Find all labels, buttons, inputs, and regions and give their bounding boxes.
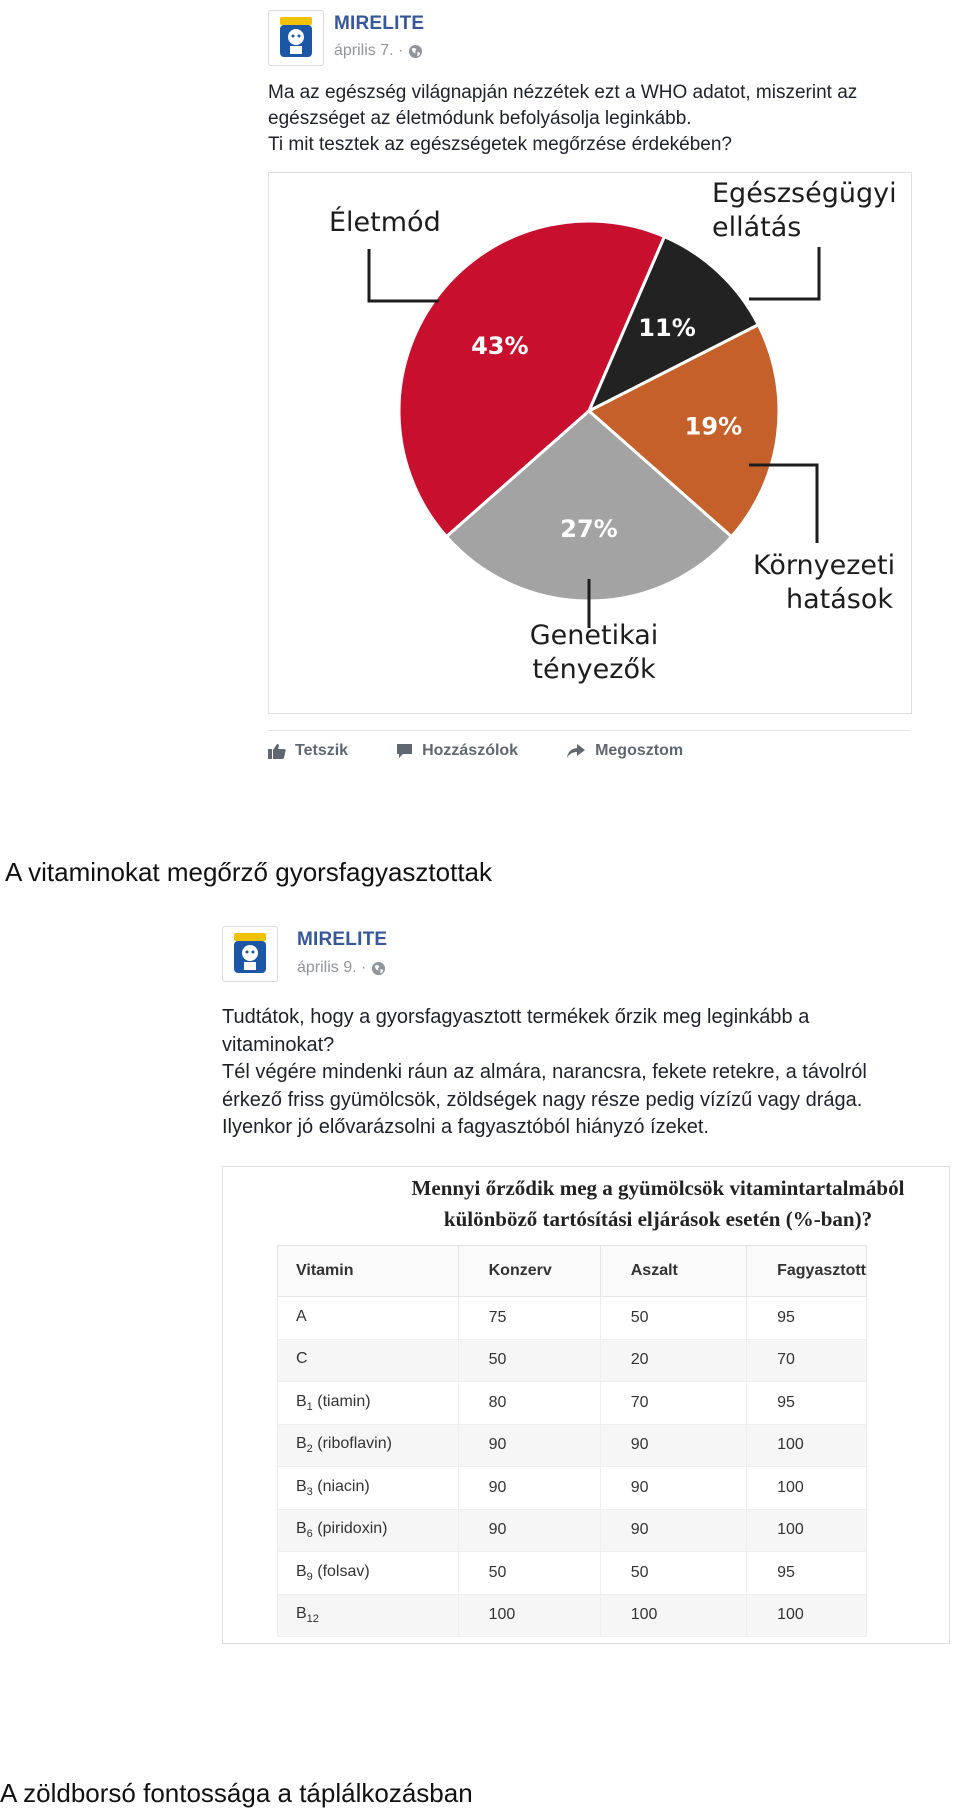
vitamin-suffix: (riboflavin)	[312, 1435, 392, 1453]
vitamin-name: B	[296, 1477, 307, 1495]
vitamin-name-cell	[278, 1297, 459, 1340]
comment-label: Hozzászólok	[422, 742, 519, 759]
fagyasztott-cell: 95	[747, 1552, 867, 1595]
fagyasztott-cell: 100	[747, 1467, 867, 1510]
aszalt-cell: 20	[600, 1339, 746, 1382]
label-ellatas-line1: Egészségügyi	[712, 178, 897, 209]
vitamin-suffix: (folsav)	[312, 1562, 370, 1580]
konzerv-cell: 50	[458, 1552, 600, 1595]
table-row	[278, 1509, 867, 1552]
vitamin-name: B	[296, 1605, 307, 1623]
col-header-fagyasztott: Fagyasztott	[747, 1246, 867, 1297]
vitamin-suffix: (piridoxin)	[312, 1520, 388, 1538]
pie-slice-value-label: 11%	[638, 313, 696, 342]
page-name[interactable]: MIRELITE	[297, 929, 388, 950]
vitamin-name-cell	[278, 1382, 459, 1425]
label-kornyezet	[753, 549, 896, 617]
like-button[interactable]	[268, 742, 348, 760]
post-text-line: Ma az egészség világnapján nézzétek ezt a WHO adatot, miszerint az	[268, 82, 858, 103]
share-button[interactable]	[566, 742, 683, 760]
leader-line-eletmod	[369, 249, 439, 301]
vitamin-name: B	[296, 1520, 307, 1538]
post-text-line: Ti mit tesztek az egészségetek megőrzése érdekében?	[268, 134, 732, 155]
fagyasztott-cell: 95	[747, 1382, 867, 1425]
comment-icon	[396, 743, 413, 759]
table-row	[278, 1467, 867, 1510]
vitamin-name-cell	[278, 1509, 459, 1552]
post-date[interactable]: április 7. ·	[334, 42, 404, 59]
mirelite-logo-icon	[230, 931, 270, 977]
aszalt-cell: 50	[600, 1297, 746, 1340]
table-header-row	[278, 1246, 867, 1297]
vitamin-name-cell	[278, 1552, 459, 1595]
table-row	[278, 1424, 867, 1467]
post-text-line: érkező friss gyümölcsök, zöldségek nagy része pedig vízízű vagy drága.	[222, 1088, 863, 1111]
post-text	[222, 1004, 942, 1142]
section-caption: A vitaminokat megőrző gyorsfagyasztottak	[5, 857, 493, 887]
post-actions	[268, 742, 683, 760]
pie-slice-value-label: 43%	[471, 332, 529, 361]
vitamin-subscript: 12	[306, 1613, 319, 1626]
like-label: Tetszik	[295, 742, 349, 759]
vitamin-name-cell	[278, 1594, 459, 1637]
table-title	[383, 1173, 933, 1235]
vitamin-name-cell	[278, 1467, 459, 1510]
table-row	[278, 1552, 867, 1595]
fagyasztott-cell: 95	[747, 1297, 867, 1340]
vitamin-subscript: 9	[306, 1570, 313, 1583]
pie-slice-value-label: 27%	[560, 514, 618, 543]
post-text	[268, 80, 908, 158]
vitamin-table	[277, 1245, 867, 1637]
page-name[interactable]: MIRELITE	[334, 13, 425, 34]
label-genetika-line2: tényezők	[532, 654, 656, 685]
share-arrow-icon	[566, 743, 586, 759]
table-title-line1: Mennyi őrződik meg a gyümölcsök vitamintartalmából	[411, 1176, 905, 1200]
post-text-line: vitaminokat?	[222, 1033, 335, 1056]
table-row	[278, 1594, 867, 1637]
label-kornyezet-line2: hatások	[785, 584, 893, 615]
col-header-vitamin: Vitamin	[278, 1246, 459, 1297]
vitamin-name: B	[296, 1392, 307, 1410]
table-row	[278, 1297, 867, 1340]
konzerv-cell: 90	[458, 1424, 600, 1467]
table-title-line2: különböző tartósítási eljárások esetén (%-ban)?	[443, 1207, 873, 1231]
vitamin-subscript: 1	[306, 1400, 313, 1413]
vitamin-table-image[interactable]	[222, 1166, 950, 1644]
comment-button[interactable]	[396, 742, 518, 760]
label-eletmod: Életmód	[329, 207, 441, 238]
aszalt-cell: 50	[600, 1552, 746, 1595]
post-text-line: Tél végére mindenki ráun az almára, narancsra, fekete retekre, a távolról	[222, 1061, 867, 1083]
label-kornyezet-line1: Környezeti	[753, 550, 896, 581]
konzerv-cell: 75	[458, 1297, 600, 1340]
aszalt-cell: 90	[600, 1509, 746, 1552]
leader-line-ellatas	[749, 247, 819, 299]
vitamin-subscript: 3	[306, 1485, 313, 1498]
vitamin-name-cell	[278, 1424, 459, 1467]
aszalt-cell: 100	[600, 1594, 746, 1637]
label-genetika-line1: Genetikai	[529, 620, 659, 651]
vitamin-subscript: 6	[306, 1528, 313, 1541]
post-text-line: Ilyenkor jó elővarázsolni a fagyasztóból hiányzó ízeket.	[222, 1116, 709, 1138]
thumbs-up-icon	[268, 743, 286, 759]
vitamin-name: A	[296, 1307, 307, 1325]
vitamin-name: B	[296, 1435, 307, 1453]
vitamin-suffix: (tiamin)	[312, 1392, 371, 1410]
who-pie-chart[interactable]	[268, 172, 912, 714]
aszalt-cell: 70	[600, 1382, 746, 1425]
vitamin-name: B	[296, 1562, 307, 1580]
label-genetika	[524, 619, 664, 687]
fagyasztott-cell: 100	[747, 1594, 867, 1637]
vitamin-name-cell	[278, 1339, 459, 1382]
vitamin-suffix: (niacin)	[312, 1477, 370, 1495]
vitamin-subscript: 2	[306, 1443, 313, 1456]
post-text-line: Tudtátok, hogy a gyorsfagyasztott termékek őrzik meg leginkább a	[222, 1006, 810, 1028]
label-ellatas	[712, 177, 897, 245]
fagyasztott-cell: 70	[747, 1339, 867, 1382]
post-text-line: egészséget az életmódunk befolyásolja leginkább.	[268, 108, 692, 129]
mirelite-logo-icon	[276, 15, 316, 61]
share-label: Megosztom	[595, 742, 684, 759]
page-avatar[interactable]	[268, 10, 324, 66]
aszalt-cell: 90	[600, 1467, 746, 1510]
page-avatar[interactable]	[222, 926, 278, 982]
pie-slice-value-label: 19%	[684, 412, 743, 441]
section-caption: A zöldborsó fontossága a táplálkozásban	[0, 1778, 473, 1808]
actions-divider	[268, 730, 910, 731]
fagyasztott-cell: 100	[747, 1424, 867, 1467]
konzerv-cell: 90	[458, 1467, 600, 1510]
globe-icon	[408, 44, 423, 59]
konzerv-cell: 80	[458, 1382, 600, 1425]
konzerv-cell: 90	[458, 1509, 600, 1552]
col-header-aszalt: Aszalt	[600, 1246, 746, 1297]
konzerv-cell: 50	[458, 1339, 600, 1382]
post-date[interactable]: április 9. ·	[297, 959, 367, 976]
aszalt-cell: 90	[600, 1424, 746, 1467]
table-row	[278, 1339, 867, 1382]
col-header-konzerv: Konzerv	[458, 1246, 600, 1297]
vitamin-name: C	[296, 1350, 308, 1368]
table-row	[278, 1382, 867, 1425]
konzerv-cell: 100	[458, 1594, 600, 1637]
label-ellatas-line2: ellátás	[712, 212, 802, 243]
globe-icon	[371, 961, 386, 976]
fagyasztott-cell: 100	[747, 1509, 867, 1552]
